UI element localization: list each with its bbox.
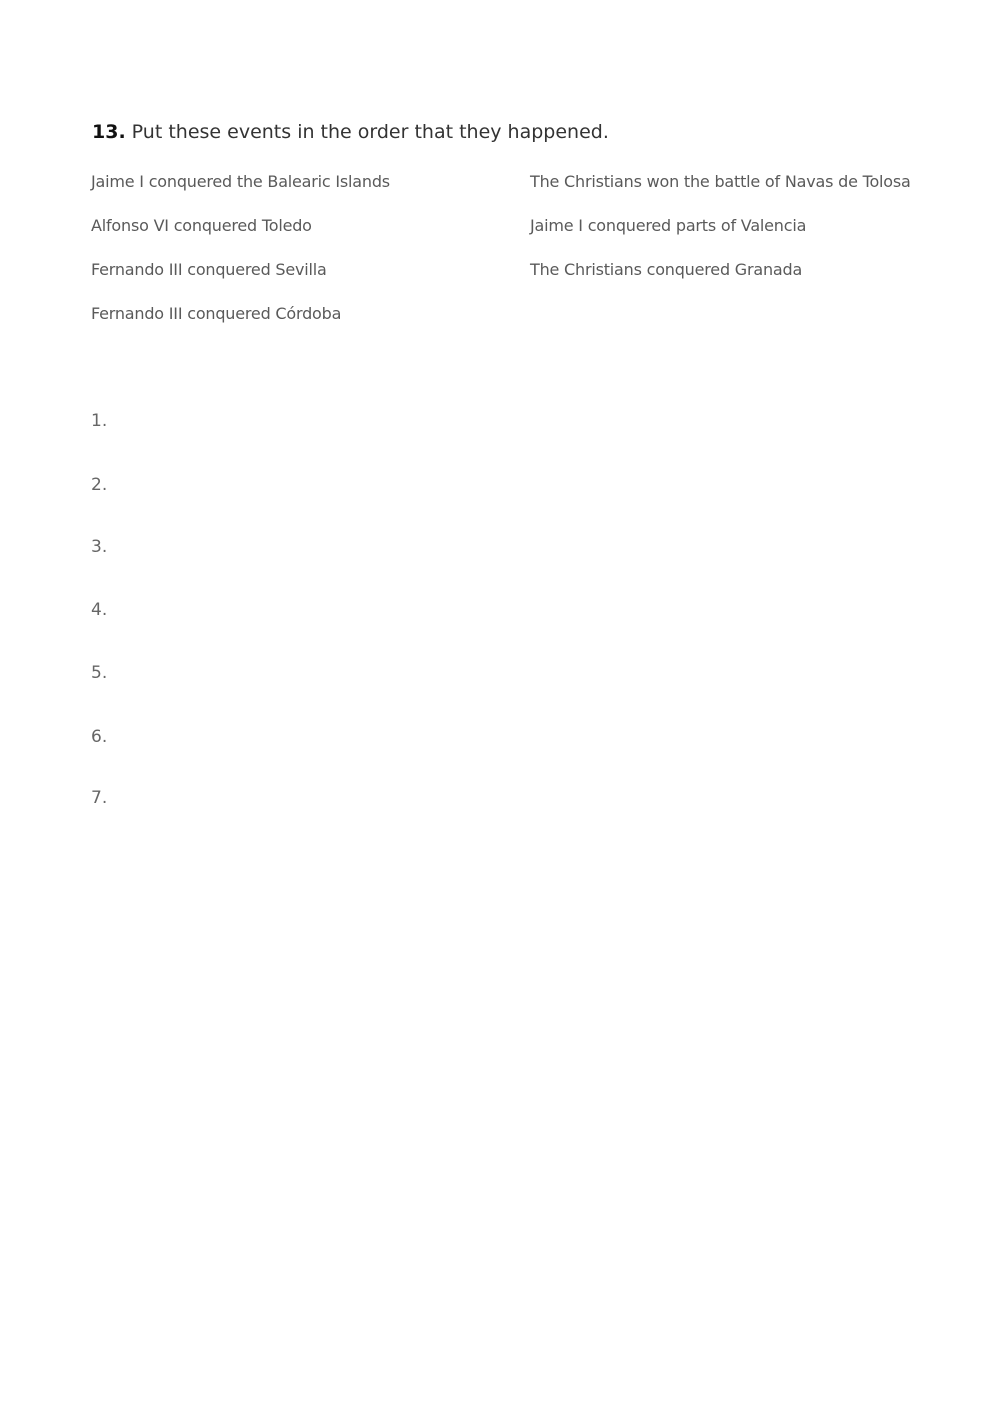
answer-line-number: 2. <box>91 475 108 495</box>
event-item: Alfonso VI conquered Toledo <box>91 216 312 235</box>
answer-line-number: 5. <box>91 663 108 683</box>
event-item: The Christians conquered Granada <box>530 260 803 279</box>
event-item: Jaime I conquered the Balearic Islands <box>91 172 390 191</box>
event-item: Fernando III conquered Córdoba <box>91 304 342 323</box>
question-text: Put these events in the order that they happened. <box>131 121 609 143</box>
event-item: Fernando III conquered Sevilla <box>91 260 327 279</box>
question-number: 13. <box>92 121 126 143</box>
answer-line-number: 1. <box>91 411 108 431</box>
event-item: The Christians won the battle of Navas de Tolosa <box>530 172 911 191</box>
question-heading <box>92 121 609 143</box>
answer-line-number: 4. <box>91 600 108 620</box>
answer-line-number: 6. <box>91 727 108 747</box>
answer-line-number: 7. <box>91 788 108 808</box>
event-item: Jaime I conquered parts of Valencia <box>530 216 807 235</box>
answer-line-number: 3. <box>91 537 108 557</box>
